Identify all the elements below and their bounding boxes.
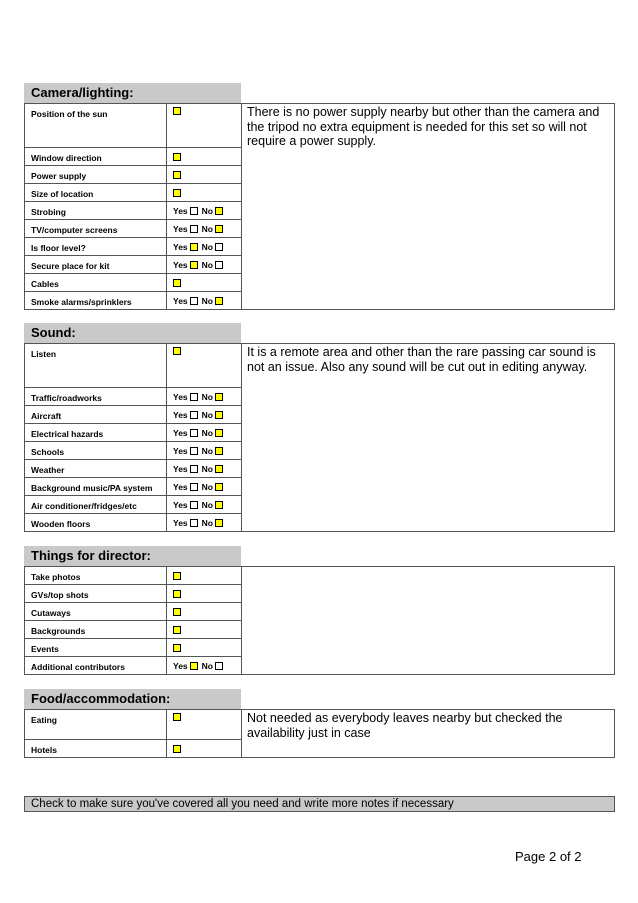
row-check-cell: [166, 709, 242, 740]
checklist-row: [24, 237, 241, 255]
yes-label: Yes: [173, 223, 188, 234]
checklist-row: [24, 201, 241, 219]
yes-label: Yes: [173, 391, 188, 402]
row-check-cell: [166, 255, 242, 274]
yes-checkbox[interactable]: [190, 411, 198, 419]
row-label: Air conditioner/fridges/etc: [24, 495, 167, 514]
row-label: Background music/PA system: [24, 477, 167, 496]
no-label: No: [201, 517, 213, 528]
yes-checkbox[interactable]: [190, 225, 198, 233]
row-check-cell: [166, 477, 242, 496]
checklist-row: [24, 709, 241, 739]
yes-checkbox[interactable]: [190, 261, 198, 269]
no-checkbox[interactable]: [215, 501, 223, 509]
checklist-row: [24, 147, 241, 165]
yes-checkbox[interactable]: [190, 465, 198, 473]
checklist-row: [24, 584, 241, 602]
yes-label: Yes: [173, 259, 188, 270]
checklist-row: [24, 739, 241, 757]
row-check-cell: [166, 387, 242, 406]
row-check-cell: [166, 183, 242, 202]
no-label: No: [201, 223, 213, 234]
yes-checkbox[interactable]: [190, 447, 198, 455]
row-check-cell: [166, 147, 242, 166]
row-check-cell: [166, 513, 242, 532]
yes-label: Yes: [173, 295, 188, 306]
row-check-cell: [166, 566, 242, 585]
no-checkbox[interactable]: [215, 519, 223, 527]
yes-label: Yes: [173, 427, 188, 438]
no-label: No: [201, 499, 213, 510]
no-label: No: [201, 295, 213, 306]
row-label: Power supply: [24, 165, 167, 184]
section-title: Camera/lighting:: [24, 83, 241, 103]
checklist-row: [24, 273, 241, 291]
footer-note: Check to make sure you've covered all you need and write more notes if necessary: [24, 796, 615, 812]
checkbox[interactable]: [173, 347, 181, 355]
yes-checkbox[interactable]: [190, 501, 198, 509]
checklist-row: [24, 441, 241, 459]
section-notes[interactable]: [241, 566, 615, 675]
row-check-cell: [166, 103, 242, 148]
yes-label: Yes: [173, 499, 188, 510]
row-check-cell: [166, 584, 242, 603]
row-check-cell: [166, 405, 242, 424]
checklist-row: [24, 343, 241, 387]
row-check-cell: [166, 237, 242, 256]
yes-checkbox[interactable]: [190, 393, 198, 401]
no-checkbox[interactable]: [215, 243, 223, 251]
no-checkbox[interactable]: [215, 429, 223, 437]
row-label: Hotels: [24, 739, 167, 758]
row-label: Cutaways: [24, 602, 167, 621]
section-notes[interactable]: Not needed as everybody leaves nearby but checked the availability just in case: [241, 709, 615, 758]
checklist-row: [24, 602, 241, 620]
row-check-cell: [166, 620, 242, 639]
row-check-cell: [166, 602, 242, 621]
no-label: No: [201, 391, 213, 402]
no-label: No: [201, 427, 213, 438]
row-label: Size of location: [24, 183, 167, 202]
row-label: Take photos: [24, 566, 167, 585]
no-checkbox[interactable]: [215, 483, 223, 491]
yes-label: Yes: [173, 445, 188, 456]
checklist-row: [24, 387, 241, 405]
yes-label: Yes: [173, 241, 188, 252]
no-label: No: [201, 660, 213, 671]
yes-label: Yes: [173, 481, 188, 492]
no-label: No: [201, 205, 213, 216]
row-label: Aircraft: [24, 405, 167, 424]
yes-label: Yes: [173, 660, 188, 671]
no-checkbox[interactable]: [215, 411, 223, 419]
row-label: Electrical hazards: [24, 423, 167, 442]
checkbox[interactable]: [173, 713, 181, 721]
row-check-cell: [166, 459, 242, 478]
no-label: No: [201, 241, 213, 252]
section-title: Things for director:: [24, 546, 241, 566]
no-checkbox[interactable]: [215, 261, 223, 269]
row-label: Eating: [24, 709, 167, 740]
no-label: No: [201, 463, 213, 474]
checklist-row: [24, 291, 241, 309]
checkbox[interactable]: [173, 107, 181, 115]
row-label: Traffic/roadworks: [24, 387, 167, 406]
checklist-row: [24, 477, 241, 495]
checklist-row: [24, 165, 241, 183]
checklist-row: [24, 103, 241, 147]
row-check-cell: [166, 201, 242, 220]
no-checkbox[interactable]: [215, 465, 223, 473]
yes-checkbox[interactable]: [190, 207, 198, 215]
row-check-cell: [166, 165, 242, 184]
checklist-row: [24, 566, 241, 584]
section-notes[interactable]: It is a remote area and other than the rare passing car sound is not an issue. Also any sound will be cut out in editing anyway.: [241, 343, 615, 532]
no-checkbox[interactable]: [215, 393, 223, 401]
row-check-cell: [166, 291, 242, 310]
checklist-row: [24, 219, 241, 237]
checklist-row: [24, 405, 241, 423]
row-check-cell: [166, 273, 242, 292]
yes-label: Yes: [173, 409, 188, 420]
row-label: GVs/top shots: [24, 584, 167, 603]
row-label: Position of the sun: [24, 103, 167, 148]
checklist-row: [24, 620, 241, 638]
yes-label: Yes: [173, 517, 188, 528]
checkbox[interactable]: [173, 572, 181, 580]
checklist-row: [24, 638, 241, 656]
row-check-cell: [166, 495, 242, 514]
section-notes[interactable]: There is no power supply nearby but other than the camera and the tripod no extra equipment is needed for this set so will not require a power supply.: [241, 103, 615, 310]
row-label: Wooden floors: [24, 513, 167, 532]
checkbox[interactable]: [173, 590, 181, 598]
no-label: No: [201, 409, 213, 420]
checklist-row: [24, 459, 241, 477]
row-label: Strobing: [24, 201, 167, 220]
checkbox[interactable]: [173, 189, 181, 197]
yes-checkbox[interactable]: [190, 429, 198, 437]
page-number: Page 2 of 2: [515, 849, 582, 864]
no-checkbox[interactable]: [215, 447, 223, 455]
row-label: Schools: [24, 441, 167, 460]
row-label: Additional contributors: [24, 656, 167, 675]
checklist-row: [24, 423, 241, 441]
no-label: No: [201, 259, 213, 270]
checkbox[interactable]: [173, 644, 181, 652]
yes-checkbox[interactable]: [190, 243, 198, 251]
row-check-cell: [166, 441, 242, 460]
row-label: Secure place for kit: [24, 255, 167, 274]
checklist-row: [24, 656, 241, 674]
no-label: No: [201, 481, 213, 492]
yes-label: Yes: [173, 205, 188, 216]
checkbox[interactable]: [173, 626, 181, 634]
no-checkbox[interactable]: [215, 662, 223, 670]
checklist-row: [24, 495, 241, 513]
no-checkbox[interactable]: [215, 297, 223, 305]
row-label: Smoke alarms/sprinklers: [24, 291, 167, 310]
row-check-cell: [166, 656, 242, 675]
row-label: Is floor level?: [24, 237, 167, 256]
no-checkbox[interactable]: [215, 225, 223, 233]
yes-checkbox[interactable]: [190, 662, 198, 670]
section-title: Food/accommodation:: [24, 689, 241, 709]
no-checkbox[interactable]: [215, 207, 223, 215]
row-label: Cables: [24, 273, 167, 292]
yes-checkbox[interactable]: [190, 483, 198, 491]
checklist-row: [24, 513, 241, 531]
yes-checkbox[interactable]: [190, 297, 198, 305]
checkbox[interactable]: [173, 153, 181, 161]
row-label: Events: [24, 638, 167, 657]
checkbox[interactable]: [173, 608, 181, 616]
row-label: Backgrounds: [24, 620, 167, 639]
checklist-row: [24, 183, 241, 201]
row-check-cell: [166, 739, 242, 758]
row-label: TV/computer screens: [24, 219, 167, 238]
checklist-row: [24, 255, 241, 273]
checkbox[interactable]: [173, 279, 181, 287]
row-check-cell: [166, 343, 242, 388]
checkbox[interactable]: [173, 745, 181, 753]
row-check-cell: [166, 638, 242, 657]
yes-label: Yes: [173, 463, 188, 474]
row-label: Window direction: [24, 147, 167, 166]
row-check-cell: [166, 219, 242, 238]
row-check-cell: [166, 423, 242, 442]
row-label: Weather: [24, 459, 167, 478]
row-label: Listen: [24, 343, 167, 388]
section-title: Sound:: [24, 323, 241, 343]
yes-checkbox[interactable]: [190, 519, 198, 527]
no-label: No: [201, 445, 213, 456]
checkbox[interactable]: [173, 171, 181, 179]
